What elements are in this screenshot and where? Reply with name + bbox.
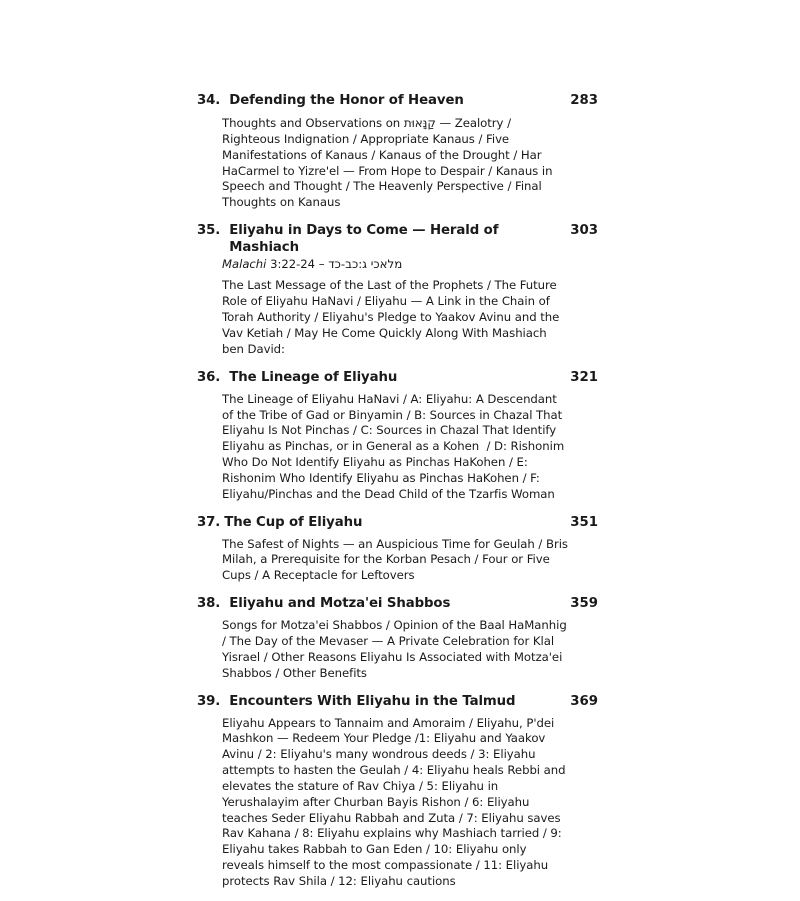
table-of-contents-list	[197, 92, 598, 901]
chapter-description: The Lineage of Eliyahu HaNavi / A: Eliyahu: A Descendant of the Tribe of Gad or Binyamin / B: Sources in Chazal That Eliyahu Is Not Pinchas / C: Sources in Chazal That Identify Eliyahu as Pinchas, or in General as a Kohen / D: Rishonim Who Do Not Identify Eliyahu as Pinchas HaKohen / E: Rishonim Who Identify Eliyahu as Pinchas HaKohen / F: Eliyahu/Pinchas and the Dead Child of the Tzarfis Woman	[222, 391, 568, 501]
toc-entry-heading[interactable]	[197, 222, 598, 256]
chapter-number: 36.	[197, 369, 221, 385]
page-number: 303	[570, 223, 598, 239]
source-hebrew-reference: מלאכי ג:כב-כד	[328, 257, 403, 272]
chapter-description: The Safest of Nights — an Auspicious Time for Geulah / Bris Milah, a Prerequisite for the Korban Pesach / Four or Five Cups / A Receptacle for Leftovers	[222, 536, 572, 583]
toc-entry	[197, 222, 598, 358]
chapter-number: 35.	[197, 223, 221, 239]
chapter-title: Eliyahu and Motza'ei Shabbos	[229, 596, 451, 612]
chapter-number: 34.	[197, 93, 221, 108]
toc-entry	[197, 595, 598, 681]
chapter-description: Songs for Motza'ei Shabbos / Opinion of the Baal HaManhig / The Day of the Mevaser — A Private Celebration for Klal Yisrael / Other Reasons Eliyahu Is Associated with Motza'ei Shabbos / Other Benefits	[222, 618, 571, 680]
chapter-title: The Lineage of Eliyahu	[229, 369, 398, 385]
page-number: 359	[570, 596, 598, 612]
page-number: 351	[570, 514, 598, 530]
chapter-description: The Last Message of the Last of the Prophets / The Future Role of Eliyahu HaNavi / Eliyahu — A Link in the Chain of Torah Authority / Eliyahu's Pledge to Yaakov Avinu and the Vav Ketiah / May He Come Quickly Along With Mashiach ben David:	[222, 278, 563, 356]
page-number: 321	[570, 369, 598, 385]
toc-entry	[197, 514, 598, 585]
chapter-description	[222, 115, 571, 211]
chapter-title: Encounters With Eliyahu in the Talmud	[229, 693, 516, 709]
toc-entry-heading[interactable]	[197, 369, 598, 386]
chapter-source-reference	[222, 257, 598, 272]
source-verse-reference: 3:22-24 –	[266, 257, 329, 272]
chapter-description: Eliyahu Appears to Tannaim and Amoraim / Eliyahu, P'dei Mashkon — Redeem Your Pledge /1: Eliyahu and Yaakov Avinu / 2: Eliyahu's many wondrous deeds / 3: Eliyahu attempts to hasten the Geulah / 4: Eliyahu heals Rebbi and elevates the stature of Rav Chiya / 5: Eliyahu in Yerushalayim after Churban Bayis Rishon / 6: Eliyahu teaches Seder Eliyahu Rabbah and Zuta / 7: Eliyahu saves Rav Kahana / 8: Eliyahu explains why Mashiach tarried / 9: Eliyahu takes Rabbah to Gan Eden / 10: Eliyahu only reveals himself to the most compassionate / 11: Eliyahu protects Rav Shila / 12: Eliyahu cautions	[222, 715, 570, 888]
hebrew-term: קַנָּאוּת	[403, 116, 436, 131]
page-number: 369	[570, 693, 598, 709]
chapter-number: 37.	[197, 514, 221, 530]
toc-entry-heading[interactable]	[197, 693, 598, 710]
chapter-title: Eliyahu in Days to Come — Herald of Mashiach	[229, 223, 499, 256]
chapter-title: The Cup of Eliyahu	[224, 514, 363, 530]
chapter-title: Defending the Honor of Heaven	[229, 93, 464, 108]
description-part-one: Thoughts and Observations on	[222, 116, 404, 131]
page-number: 283	[570, 93, 598, 108]
toc-entry-heading[interactable]	[197, 92, 598, 109]
toc-entry-heading[interactable]	[197, 514, 598, 531]
description-part-two: — Zealotry / Righteous Indignation / Appropriate Kanaus / Five Manifestations of Kanaus / Kanaus of the Drought / Har HaCarmel to Yizre'el — From Hope to Despair / Kanaus in Speech and Thought / The Heavenly Perspective / Final Thoughts on Kanaus	[222, 116, 557, 210]
chapter-number: 38.	[197, 596, 221, 612]
chapter-number: 39.	[197, 693, 221, 709]
toc-entry	[197, 693, 598, 890]
toc-entry	[197, 92, 598, 211]
toc-entry-heading[interactable]	[197, 595, 598, 612]
toc-entry	[197, 369, 598, 503]
source-book-name: Malachi	[222, 257, 267, 272]
